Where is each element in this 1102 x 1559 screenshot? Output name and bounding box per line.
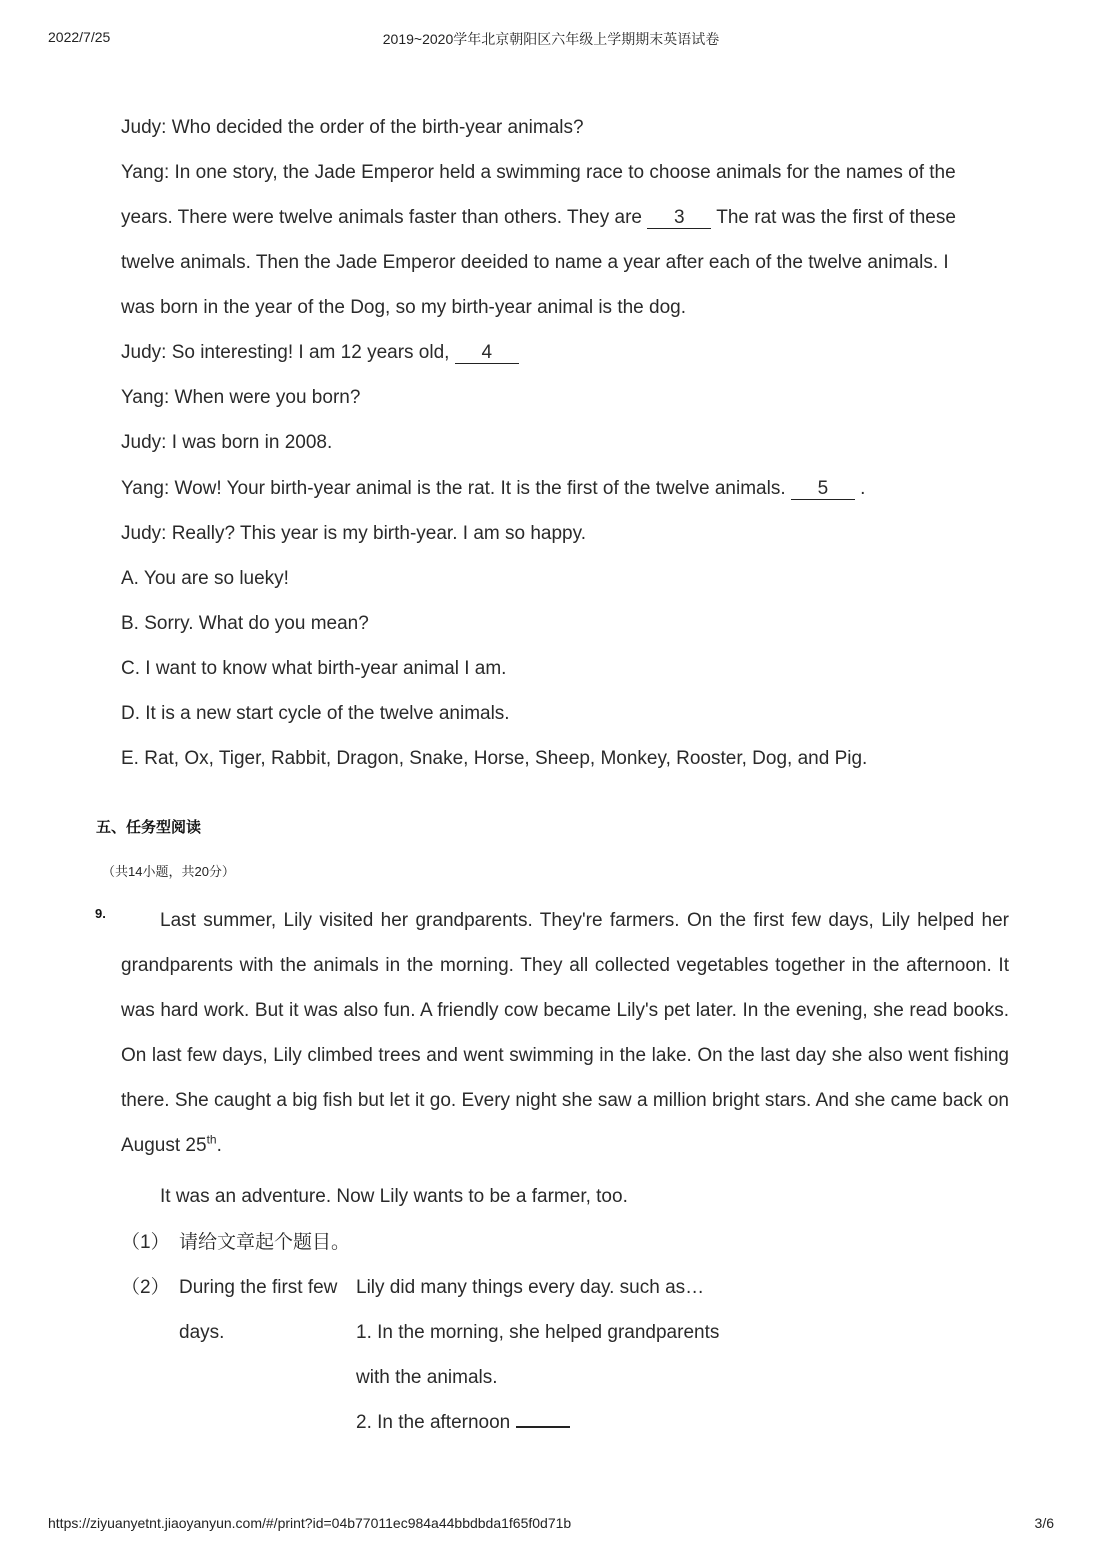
dialogue-line: twelve animals. Then the Jade Emperor deeided to name a year after each of the twelve animals. I bbox=[121, 252, 949, 273]
reading-passage bbox=[121, 898, 1009, 1168]
dialogue-line: Yang: In one story, the Jade Emperor held a swimming race to choose animals for the names of the bbox=[121, 162, 956, 183]
dialogue-line: Judy: Who decided the order of the birth-year animals? bbox=[121, 117, 584, 138]
subquestion-1-text: 请给文章起个题目。 bbox=[179, 1232, 351, 1253]
footer-url: https://ziyuanyetnt.jiaoyanyun.com/#/print?id=04b77011ec984a44bbdbda1f65f0d71b bbox=[48, 1515, 572, 1531]
dialogue-text: Judy: So interesting! I am 12 years old, bbox=[121, 342, 450, 363]
passage-text-end: . bbox=[216, 1135, 222, 1156]
option-a: A. You are so lueky! bbox=[121, 568, 289, 589]
option-d: D. It is a new start cycle of the twelve animals. bbox=[121, 703, 510, 724]
table-left-line-1: During the first few bbox=[179, 1277, 338, 1298]
dialogue-line bbox=[121, 477, 865, 501]
table-right-line-4 bbox=[356, 1411, 570, 1435]
answer-blank-afternoon bbox=[516, 1426, 570, 1428]
reading-passage-2: It was an adventure. Now Lily wants to be a farmer, too. bbox=[160, 1186, 628, 1207]
table-right-line-2: 1. In the morning, she helped grandparents bbox=[356, 1322, 720, 1343]
option-b: B. Sorry. What do you mean? bbox=[121, 613, 369, 634]
section-note: （共14小题，共20分） bbox=[102, 864, 235, 879]
dialogue-text: The rat was the first of these bbox=[716, 207, 956, 228]
dialogue-line: Judy: I was born in 2008. bbox=[121, 432, 333, 453]
answer-blank-3: 3 bbox=[647, 208, 711, 229]
header-date: 2022/7/25 bbox=[48, 29, 111, 45]
dialogue-text: . bbox=[860, 478, 866, 499]
subquestion-1-number: （1） bbox=[121, 1232, 170, 1253]
subquestion-2-number: （2） bbox=[121, 1277, 170, 1298]
dialogue-line bbox=[121, 341, 519, 365]
table-right-line-3: with the animals. bbox=[356, 1367, 498, 1388]
dialogue-line: Judy: Really? This year is my birth-year. I am so happy. bbox=[121, 523, 586, 544]
passage-superscript: th bbox=[206, 1132, 217, 1147]
option-e: E. Rat, Ox, Tiger, Rabbit, Dragon, Snake, Horse, Sheep, Monkey, Rooster, Dog, and Pig. bbox=[121, 748, 868, 769]
dialogue-line bbox=[121, 206, 956, 230]
table-right-line-1: Lily did many things every day. such as… bbox=[356, 1277, 705, 1298]
footer-page-number: 3/6 bbox=[1034, 1515, 1054, 1531]
dialogue-line: was born in the year of the Dog, so my birth-year animal is the dog. bbox=[121, 297, 686, 318]
answer-blank-5: 5 bbox=[791, 479, 855, 500]
dialogue-text: years. There were twelve animals faster than others. They are bbox=[121, 207, 642, 228]
dialogue-line: Yang: When were you born? bbox=[121, 387, 361, 408]
section-title: 五、任务型阅读 bbox=[96, 819, 202, 836]
table-left-line-2: days. bbox=[179, 1322, 225, 1343]
table-right-text: 2. In the afternoon bbox=[356, 1412, 511, 1433]
header-title: 2019~2020学年北京朝阳区六年级上学期期末英语试卷 bbox=[382, 31, 720, 47]
option-c: C. I want to know what birth-year animal I am. bbox=[121, 658, 507, 679]
answer-blank-4: 4 bbox=[455, 343, 519, 364]
dialogue-text: Yang: Wow! Your birth-year animal is the rat. It is the first of the twelve animals. bbox=[121, 478, 786, 499]
question-number: 9. bbox=[95, 906, 106, 921]
passage-text: Last summer, Lily visited her grandparents. They're farmers. On the first few days, Lily helped her grandparents with the animals in the morning. They all collected vegetables together in the afternoon. It was hard work. But it was also fun. A friendly cow became Lily's pet later. In the evening, she read books. On last few days, Lily climbed trees and went swimming in the lake. On the last day she also went fishing there. She caught a big fish but let it go. Every night she saw a million bright stars. And she came back on August 25 bbox=[121, 910, 1009, 1156]
